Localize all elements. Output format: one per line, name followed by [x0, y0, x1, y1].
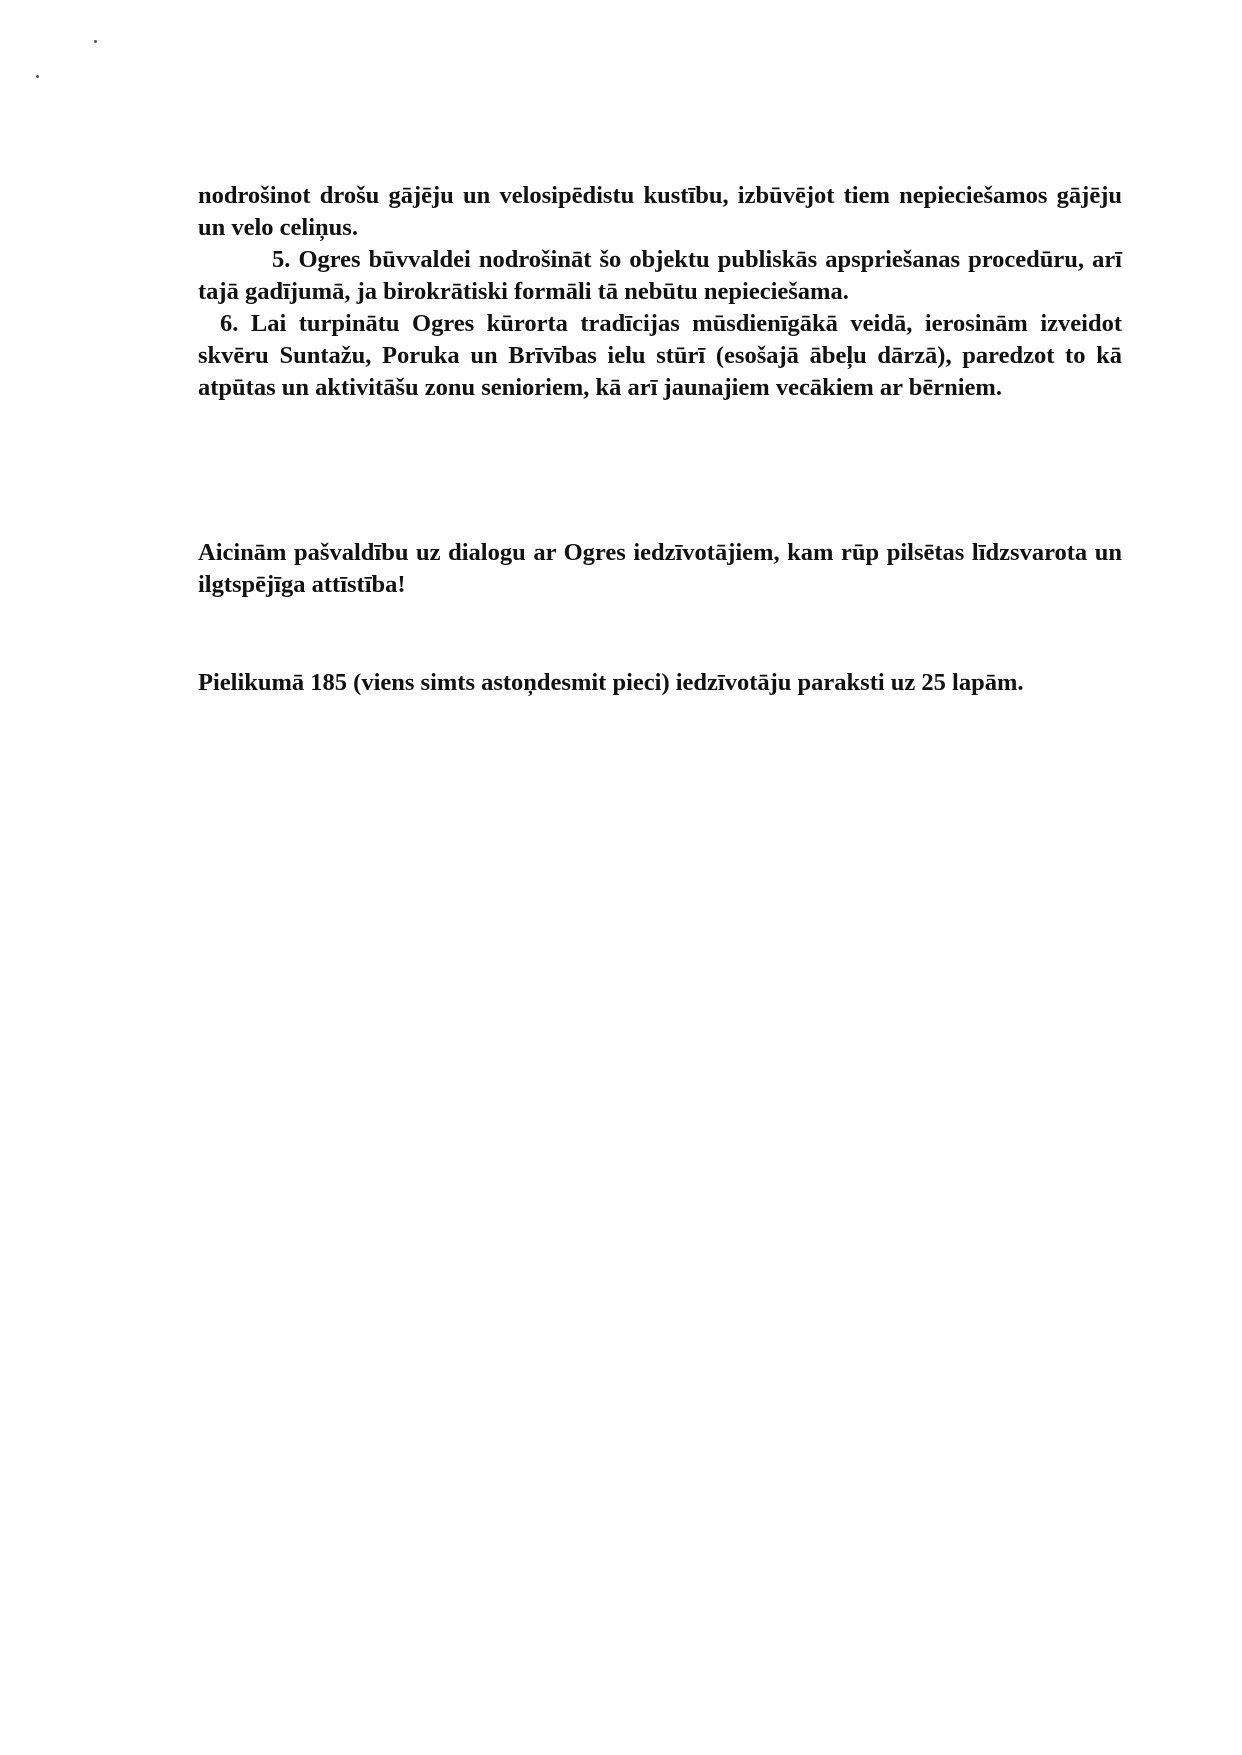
paragraph-attachment: Pielikumā 185 (viens simts astoņdesmit pieci) iedzīvotāju paraksti uz 25 lapām.: [198, 669, 1024, 696]
invitation-block: [198, 537, 1122, 601]
paragraph-item-6: 6. Lai turpinātu Ogres kūrorta tradīcijas mūsdienīgākā veidā, ierosinām izveidot skvēru Suntažu, Poruka un Brīvības ielu stūrī (esošajā ābeļu dārzā), paredzot to kā atpūtas un aktivitāšu zonu senioriem, kā arī jaunajiem vecākiem ar bērniem.: [198, 310, 1122, 401]
scan-speck: [94, 40, 97, 43]
scan-speck: [36, 75, 39, 78]
paragraph-continuation: nodrošinot drošu gājēju un velosipēdistu kustību, izbūvējot tiem nepieciešamos gājēju un velo celiņus.: [198, 182, 1122, 241]
paragraph-invitation: Aicinām pašvaldību uz dialogu ar Ogres iedzīvotājiem, kam rūp pilsētas līdzsvarota un ilgtspējīga attīstība!: [198, 539, 1122, 598]
numbered-list-block: [198, 180, 1122, 404]
paragraph-item-5: 5. Ogres būvvaldei nodrošināt šo objektu publiskās apspriešanas procedūru, arī tajā gadījumā, ja birokrātiski formāli tā nebūtu nepieciešama.: [198, 246, 1122, 305]
attachment-block: [198, 667, 1122, 699]
